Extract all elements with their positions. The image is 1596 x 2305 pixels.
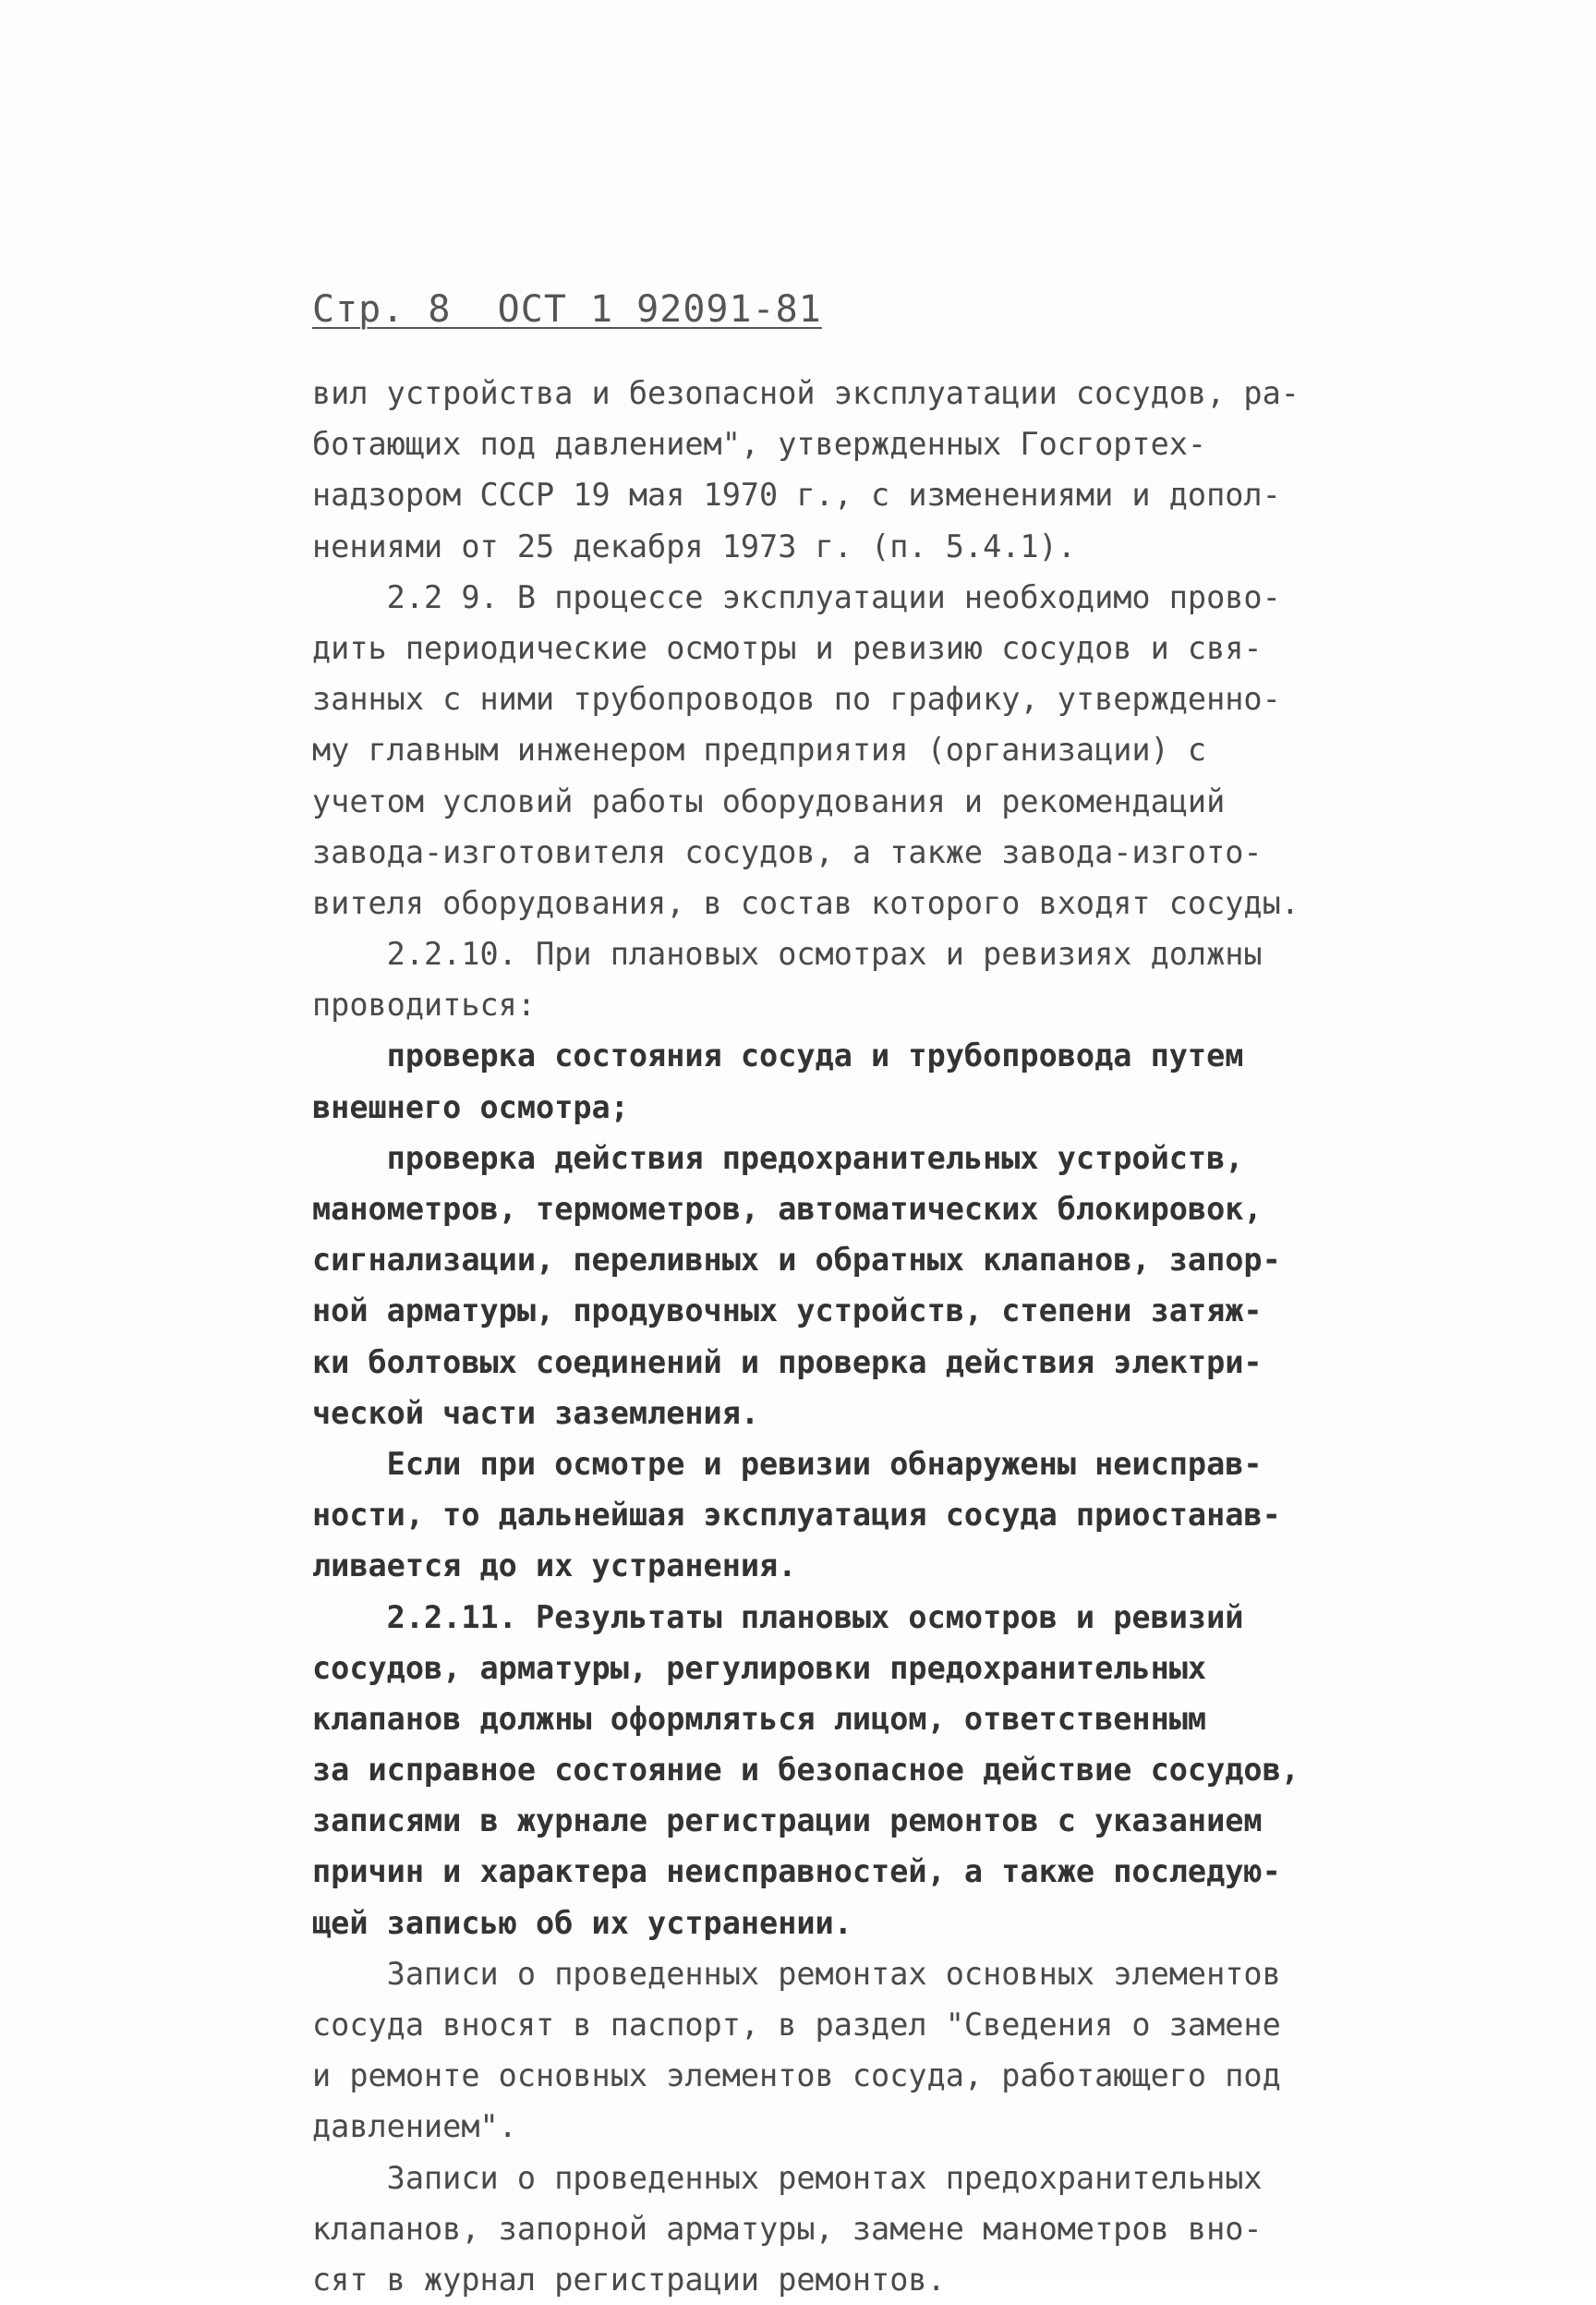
body-line: ности, то дальнейшая эксплуатация сосуда приостанав- xyxy=(312,1497,1281,1534)
body-line: проводиться: xyxy=(312,987,537,1024)
body-line: внешнего осмотра; xyxy=(312,1088,629,1125)
body-line: 2.2 9. В процессе эксплуатации необходимо прово- xyxy=(312,578,1281,615)
body-line: щей записью об их устранении. xyxy=(312,1904,852,1941)
body-line: ной арматуры, продувочных устройств, степени затяж- xyxy=(312,1292,1263,1329)
body-line: ки болтовых соединений и проверка действия электри- xyxy=(312,1343,1263,1380)
body-line: учетом условий работы оборудования и рекомендаций xyxy=(312,782,1226,819)
body-line: сосудов, арматуры, регулировки предохранительных xyxy=(312,1649,1207,1686)
body-line: надзором СССР 19 мая 1970 г., с изменениями и допол- xyxy=(312,477,1281,514)
body-line: ливается до их устранения. xyxy=(312,1547,797,1584)
body-text xyxy=(312,368,1476,2305)
body-line: сигнализации, переливных и обратных клапанов, запор- xyxy=(312,1242,1281,1279)
body-line: давлением". xyxy=(312,2108,517,2145)
body-line: клапанов должны оформляться лицом, ответственным xyxy=(312,1700,1207,1737)
body-line: проверка действия предохранительных устройств, xyxy=(312,1139,1244,1176)
body-line: сосуда вносят в паспорт, в раздел "Сведения о замене xyxy=(312,2007,1281,2043)
body-line: му главным инженером предприятия (организации) с xyxy=(312,732,1207,769)
body-line: Записи о проведенных ремонтах основных элементов xyxy=(312,1955,1281,1992)
body-line: за исправное состояние и безопасное действие сосудов, xyxy=(312,1752,1300,1789)
body-line: причин и характера неисправностей, а также последую- xyxy=(312,1853,1281,1890)
body-line: и ремонте основных элементов сосуда, работающего под xyxy=(312,2057,1281,2094)
body-line: 2.2.10. При плановых осмотрах и ревизиях должны xyxy=(312,936,1263,973)
body-line: вил устройства и безопасной эксплуатации сосудов, ра- xyxy=(312,375,1300,411)
body-line: Если при осмотре и ревизии обнаружены неиспрaв- xyxy=(312,1445,1263,1482)
body-line: манометров, термометров, автоматических блокировок, xyxy=(312,1191,1263,1227)
page-header: Стр. 8 ОСТ 1 92091-81 xyxy=(312,288,822,331)
body-line: проверка состояния сосуда и трубопровода путем xyxy=(312,1037,1244,1074)
body-line: занных с ними трубопроводов по графику, утвержденно- xyxy=(312,681,1281,718)
body-line: 2.2.11. Результаты плановых осмотров и ревизий xyxy=(312,1598,1244,1635)
body-line: Записи о проведенных ремонтах предохранительных xyxy=(312,2159,1263,2196)
body-line: дить периодические осмотры и ревизию сосудов и свя- xyxy=(312,629,1263,666)
body-line: сят в журнал регистрации ремонтов. xyxy=(312,2261,946,2298)
body-line: завода-изготовителя сосудов, а также завода-изгото- xyxy=(312,833,1263,870)
body-line: записями в журнале регистрации ремонтов с указанием xyxy=(312,1802,1263,1839)
body-line: ческой части заземления. xyxy=(312,1394,760,1431)
body-line: нениями от 25 декабря 1973 г. (п. 5.4.1). xyxy=(312,528,1076,564)
body-line: ботающих под давлением", утвержденных Госгортех- xyxy=(312,426,1207,463)
body-line: клапанов, запорной арматуры, замене манометров вно- xyxy=(312,2210,1263,2247)
body-line: вителя оборудования, в состав которого входят сосуды. xyxy=(312,884,1300,921)
